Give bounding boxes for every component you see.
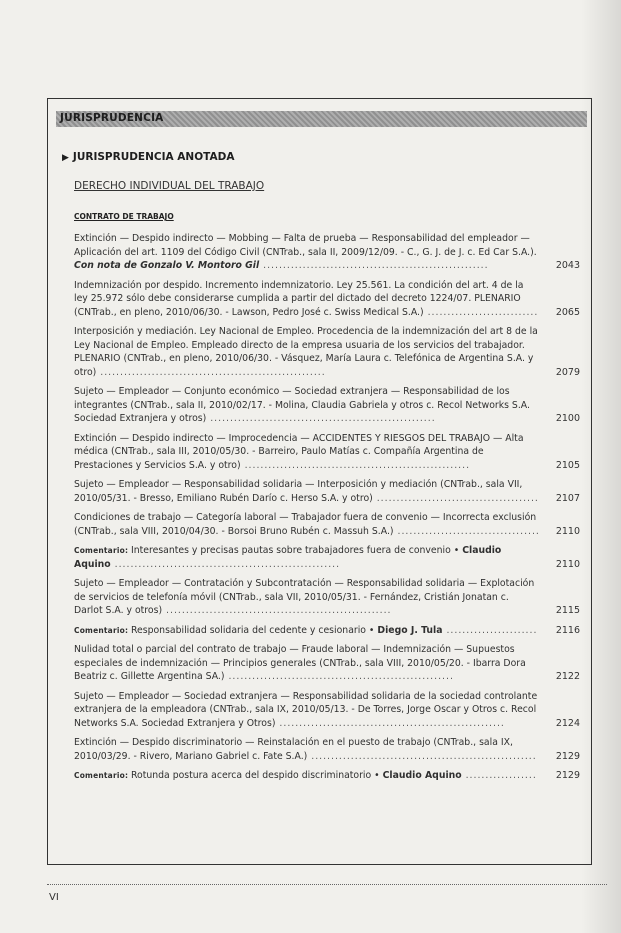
comment-label: Comentario: [74, 546, 131, 555]
entry-author: Claudio Aquino [382, 770, 462, 781]
leader-dots: ......................................................... [206, 413, 436, 424]
page-number: 2105 [555, 459, 580, 471]
page-number: 2079 [555, 366, 580, 378]
page-number: 2100 [555, 413, 580, 424]
index-entry [74, 325, 580, 379]
comment-entry [74, 624, 580, 638]
index-entry [74, 643, 580, 684]
page-number: 2129 [555, 750, 580, 762]
leader-dots: ....................... [442, 624, 538, 636]
entry-text: Interposición y mediación. Ley Nacional de Empleo. Procedencia de la indemnización del art 8 de la Ley Nacional de Empleo. Empleado directo de la empresa usuaria de los servicios del trabajador. PLENARIO (CNTrab., en pleno, 2010/06/30. - Vásquez, María Laura c. Telefónica de Argentina S.A. y otro) [74, 326, 538, 378]
page-number: 2065 [555, 306, 580, 318]
entry-text: Nulidad total o parcial del contrato de trabajo — Fraude laboral — Indemnización — Supuestos especiales de indemnización — Principios generales (CNTrab., sala VIII, 2010/05/20. - Ibarra Dora Beatriz c. Gillette Argentina SA.) [74, 644, 526, 682]
entry-text: Extinción — Despido indirecto — Mobbing — Falta de prueba — Responsabilidad del empleador — Aplicación del art. 1109 del Código Civil (CNTrab., sala II, 2009/12/09. - C., G. J. de J. c. Ed Car S.A.). [74, 233, 537, 258]
bottom-rule [47, 884, 607, 885]
leader-dots: .................................... [393, 525, 540, 537]
page-number: 2115 [555, 605, 580, 616]
entry-text: Rotunda postura acerca del despido discriminatorio • [130, 770, 383, 781]
triangle-right-icon: ▶ [62, 153, 69, 163]
leader-dots: ......................................................... [110, 558, 341, 570]
entry-text: Extinción — Despido discriminatorio — Reinstalación en el puesto de trabajo (CNTrab., sala IX, 2010/03/29. - Rivero, Mariano Gabriel c. Fate S.A.) [74, 737, 513, 762]
index-entry [74, 478, 580, 505]
page-number: 2107 [555, 492, 580, 504]
index-frame [47, 98, 592, 865]
entry-text: Condiciones de trabajo — Categoría laboral — Trabajador fuera de convenio — Incorrecta exclusión (CNTrab., sala VIII, 2010/04/30. - Borsoi Bruno Rubén c. Massuh S.A.) [74, 512, 537, 537]
leader-dots: ......................................................... [224, 671, 454, 682]
index-entry [74, 232, 580, 273]
leader-dots: ......................................................... [307, 750, 537, 762]
page-number: 2110 [555, 525, 580, 537]
page-number: 2129 [555, 770, 580, 781]
page-folio: VI [49, 892, 59, 903]
section-title: JURISPRUDENCIA [60, 112, 164, 124]
leader-dots: ......................................................... [259, 260, 489, 271]
entry-text: Interesantes y precisas pautas sobre trabajadores fuera de convenio • [130, 545, 463, 556]
leader-dots: .................. [461, 770, 537, 781]
comment-label: Comentario: [74, 625, 131, 635]
comment-entry [74, 544, 580, 571]
subsection-label: JURISPRUDENCIA ANOTADA [72, 151, 235, 163]
page-number: 2116 [555, 624, 580, 636]
index-entry [74, 511, 580, 538]
leader-dots: ......................................... [372, 492, 539, 504]
entry-note: Con nota de Gonzalo V. Montoro Gil [74, 260, 260, 271]
entry-text: Sujeto — Empleador — Responsabilidad solidaria — Interposición y mediación (CNTrab., sala VII, 2010/05/31. - Bresso, Emiliano Rubén Darío c. Herso S.A. y otro) [74, 479, 523, 504]
entry-text: Sujeto — Empleador — Contratación y Subcontratación — Responsabilidad solidaria — Explotación de servicios de telefonía móvil (CNTrab., sala VII, 2010/05/31. - Fernández, Cristián Jonatan c. Darlot S.A. y otros) [74, 578, 535, 616]
entry-text: Responsabilidad solidaria del cedente y cesionario • [130, 624, 378, 636]
leader-dots: ......................................................... [162, 605, 392, 616]
index-entry [74, 736, 580, 763]
leader-dots: ......................................................... [275, 717, 505, 729]
section-band [56, 111, 587, 127]
entry-author: Claudio Aquino [74, 545, 502, 570]
page-number: 2110 [555, 558, 580, 570]
entries-list [74, 232, 580, 789]
index-entry [74, 690, 580, 731]
entry-text: Sujeto — Empleador — Conjunto económico — Sociedad extranjera — Responsabilidad de los integrantes (CNTrab., sala II, 2010/02/17. - Molina, Claudia Gabriela y otros c. Recol Networks S.A. Sociedad Extranjera y otros) [74, 386, 530, 424]
entry-text: Extinción — Despido indirecto — Improcedencia — ACCIDENTES Y RIESGOS DEL TRABAJO — Alta médica (CNTrab., sala III, 2010/05/30. - Barreiro, Paulo Matías c. Compañía Argentina de Prestaciones y Servicios S.A. y otro) [74, 432, 524, 471]
page-number: 2124 [555, 717, 580, 729]
page-number: 2043 [555, 260, 580, 271]
subsection-title [62, 151, 234, 163]
entry-author: Diego J. Tula [377, 624, 443, 636]
comment-entry [74, 769, 580, 783]
index-entry [74, 432, 580, 473]
index-entry [74, 577, 580, 618]
category-label: CONTRATO DE TRABAJO [74, 212, 174, 221]
leader-dots: ......................................................... [240, 459, 471, 471]
leader-dots: ............................ [423, 306, 539, 318]
page-number: 2122 [555, 671, 580, 682]
heading: DERECHO INDIVIDUAL DEL TRABAJO [74, 180, 265, 192]
comment-label: Comentario: [74, 771, 131, 780]
entry-text: Indemnización por despido. Incremento indemnizatorio. Ley 25.561. La condición del art. 4 de la ley 25.972 sólo debe considerarse cumplida a partir del dictado del decreto 1224/07. PLENARIO (CNTrab., en pleno, 2010/06/30. - Lawson, Pedro José c. Swiss Medical S.A.) [74, 279, 524, 318]
index-entry [74, 279, 580, 320]
entry-text: Sujeto — Empleador — Sociedad extranjera — Responsabilidad solidaria de la sociedad controlante extranjera de la empleadora (CNTrab., sala IX, 2010/05/13. - De Torres, Jorge Oscar y Otros c. Recol Networks S.A. Sociedad Extranjera y Otros) [74, 690, 538, 729]
leader-dots: ......................................................... [96, 366, 326, 378]
index-entry [74, 385, 580, 426]
